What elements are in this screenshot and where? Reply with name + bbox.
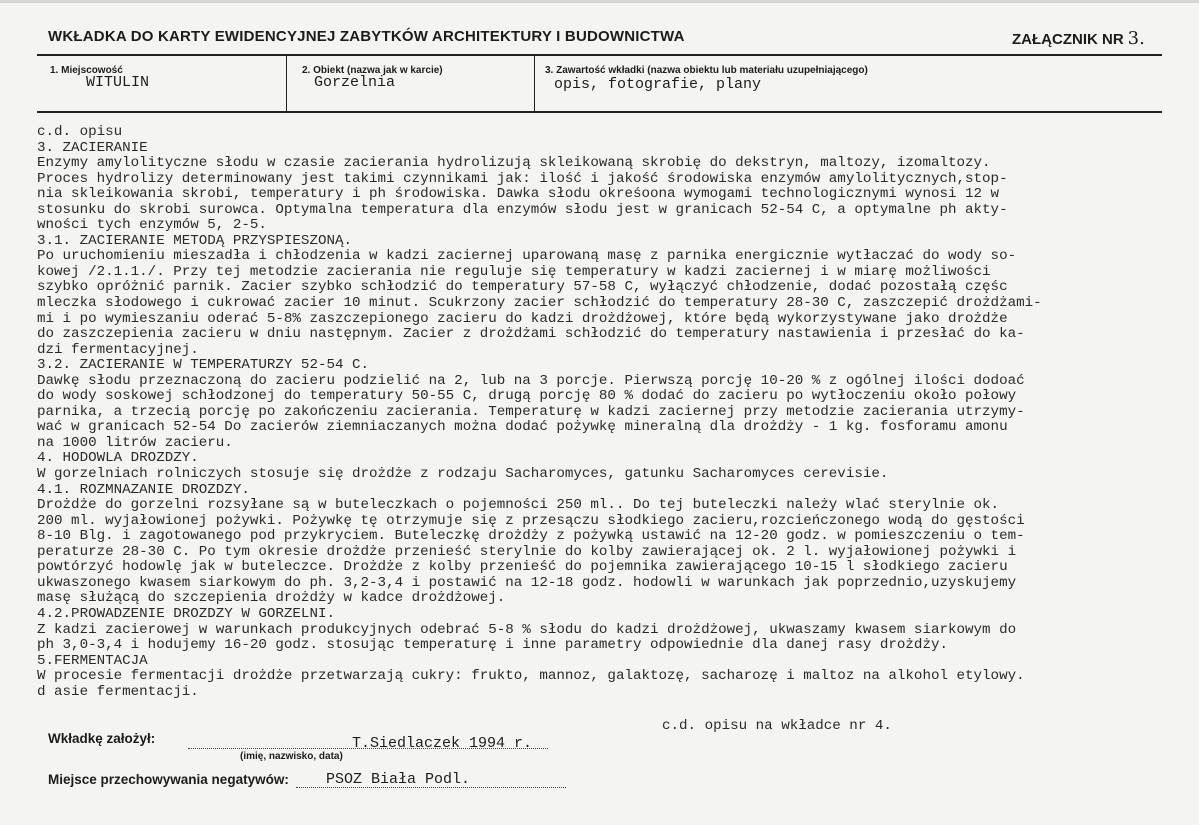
text-line: do wody soskowej schłodzonej do temperatury 50-55 C, drugą porcję 80 % dodać do zacieru po wytłoczeniu około połowy [37,388,1017,405]
field-value-contents: opis, fotografie, plany [554,76,762,93]
card-top-edge [0,0,1199,3]
text-line: c.d. opisu [37,124,123,140]
text-line: d asie fermentacji. [37,683,199,700]
annex-label-text: ZAŁĄCZNIK NR [1012,31,1124,48]
author-label: Wkładkę założył: [48,731,156,746]
author-value: T.Siedlaczek 1994 r. [352,735,533,752]
text-line: Z kadzi zacierowej w warunkach produkcyjnych odebrać 5-8 % słodu do kadzi drożdżowej, ukwaszamy kwasem siarkowym do [37,621,1017,638]
section-heading: 4. HODOWLA DROZDZY. [37,450,199,467]
text-line: 8-10 Blg. i zagotowanego pod przykryciem. Buteleczkę drożdży z pożywką ustawić na 12-20 godz. w pomieszczeniu o tem- [37,528,1025,545]
text-line: peraturze 28-30 C. Po tym okresie drożdże przenieść sterylnie do kolby zawierającej ok. 2 l. wyjałowionej pożywki i [37,543,1017,560]
header-rule [37,54,1162,56]
field-divider-2 [534,56,535,112]
field-value-object: Gorzelnia [314,74,396,91]
annex-label [1012,28,1145,49]
author-caption: (imię, nazwisko, data) [240,751,343,762]
text-line: Po uruchomieniu mieszadła i chłodzenia w kadzi zaciernej uparowaną masę z parnika energicznie wytłaczać do wody so- [37,248,1017,265]
text-line: W gorzelniach rolniczych stosuje się drożdże z rodzaju Sacharomyces, gatunku Sacharomyces cerevisie. [37,466,889,483]
text-line: powtórzyć hodowlę jak w buteleczce. Drożdże z kolby przenieść do pojemnika zawierającego 10-15 l słodkiego zacieru [37,559,1008,576]
author-dotted-line [188,748,548,749]
negatives-value: PSOZ Biała Podl. [326,771,471,788]
annex-number: 3. [1127,28,1145,49]
text-line: szybko opróżnić parnik. Zacier szybko schłodzić do temperatury 57-58 C, wyłączyć chłodzenie, dodać pozostałą częśc [37,279,1008,296]
section-heading: 5.FERMENTACJA [37,652,148,669]
fields-bottom-rule [37,111,1162,113]
text-line: wać w granicach 52-54 Do zacierów ziemniaczanych można dodać pożywkę mineralną dla drożdży - 1 kg. fosforamu amonu [37,419,1008,436]
typed-description [37,125,1187,700]
text-line: Drożdże do gorzelni rozsyłane są w buteleczkach o pojemności 250 ml.. Do tej buteleczki należy wlać sterylnie ok. [37,497,1000,514]
negatives-label: Miejsce przechowywania negatywów: [48,772,289,787]
field-divider-1 [286,56,287,112]
text-line: do zaszczepienia zacieru w dniu następnym. Zacier z drożdżami schłodzić do temperatury nastawienia i przesłać do ka- [37,326,1025,343]
text-line: parnika, a trzecią porcję po zakończeniu zacierania. Temperaturę w kadzi zaciernej przy metodzie zacierania utrzymy- [37,403,1025,420]
text-line: ph 3,0-3,4 i hodujemy 16-20 godz. stosując temperaturę i inne parametry odpowiednie dla danej rasy drożdży. [37,637,948,654]
negatives-dotted-line [296,787,566,788]
text-line: Dawkę słodu przeznaczoną do zacieru podzielić na 2, lub na 3 porcje. Pierwszą porcję 10-20 % z ogólnej ilości dodoać [37,372,1025,389]
section-heading: 3.1. ZACIERANIE METODĄ PRZYSPIESZONĄ. [37,232,353,249]
text-line: ukwaszonego kwasem siarkowym do ph. 3,2-3,4 i postawić na 12-18 godz. hodowli w warunkach jak poprzednio,uzyskujemy [37,574,1017,591]
text-line: mleczka słodowego i cukrować zacier 10 minut. Scukrzony zacier schłodzić do temperatury 28-30 C, zaszczepić drożdżami- [37,295,1042,312]
continuation-note: c.d. opisu na wkładce nr 4. [662,718,892,734]
text-line: Proces hydrolizy determinowany jest takimi czynnikami jak: ilość i jakość środowiska enzymów amylolitycznych,stop- [37,170,1008,187]
text-line: wności tych enzymów 5, 2-5. [37,217,267,234]
text-line: nia skleikowania skrobi, temperatury i ph środowiska. Dawka słodu okreśoona wymogami technologicznymi wynosi 12 w [37,186,1000,203]
card-title: WKŁADKA DO KARTY EWIDENCYJNEJ ZABYTKÓW ARCHITEKTURY I BUDOWNICTWA [48,28,685,45]
section-heading: 4.2.PROWADZENIE DROZDZY W GORZELNI. [37,605,335,622]
text-line: na 1000 litrów zacieru. [37,434,233,451]
field-label-object: 2. Obiekt (nazwa jak w karcie) [302,65,443,76]
field-value-locality: WITULIN [86,74,150,91]
field-label-locality: 1. Miejscowość [50,65,123,76]
text-line: kowej /2.1.1./. Przy tej metodzie zacierania nie reguluje się temperatury w kadzi zaciernej i w miarę możliwości [37,263,991,280]
text-line: dzi fermentacyjnej. [37,341,199,358]
field-label-contents: 3. Zawartość wkładki (nazwa obiektu lub materiału uzupełniającego) [545,65,868,76]
section-heading: 4.1. ROZMNAZANIE DROZDZY. [37,481,250,498]
section-heading: 3.2. ZACIERANIE W TEMPERATURZY 52-54 C. [37,357,370,374]
text-line: 200 ml. wyjałowionej pożywki. Pożywkę tę otrzymuje się z przesączu słodkiego zacieru,rozcieńczonego wodą do gęstości [37,512,1025,529]
text-line: Enzymy amylolityczne słodu w czasie zacierania hydrolizują skleikowaną skrobię do dekstryn, maltozy, izomaltozy. [37,155,991,172]
text-line: stosunku do skrobi surowca. Optymalna temperatura dla enzymów słodu jest w granicach 52-54 C, a optymalne ph akty- [37,201,1008,218]
section-heading: 3. ZACIERANIE [37,139,148,156]
text-line: masę służącą do szczepienia drożdży w kadce drożdżowej. [37,590,506,607]
text-line: W procesie fermentacji drożdże przetwarzają cukry: frukto, mannoz, galaktozę, sacharozę i maltoz na alkohol etylowy. [37,668,1025,685]
text-line: mi i po wymieszaniu oderać 5-8% zaszczepionego zacieru do kadzi drożdżowej, które będą wykorzystywane jako drożdże [37,310,1008,327]
